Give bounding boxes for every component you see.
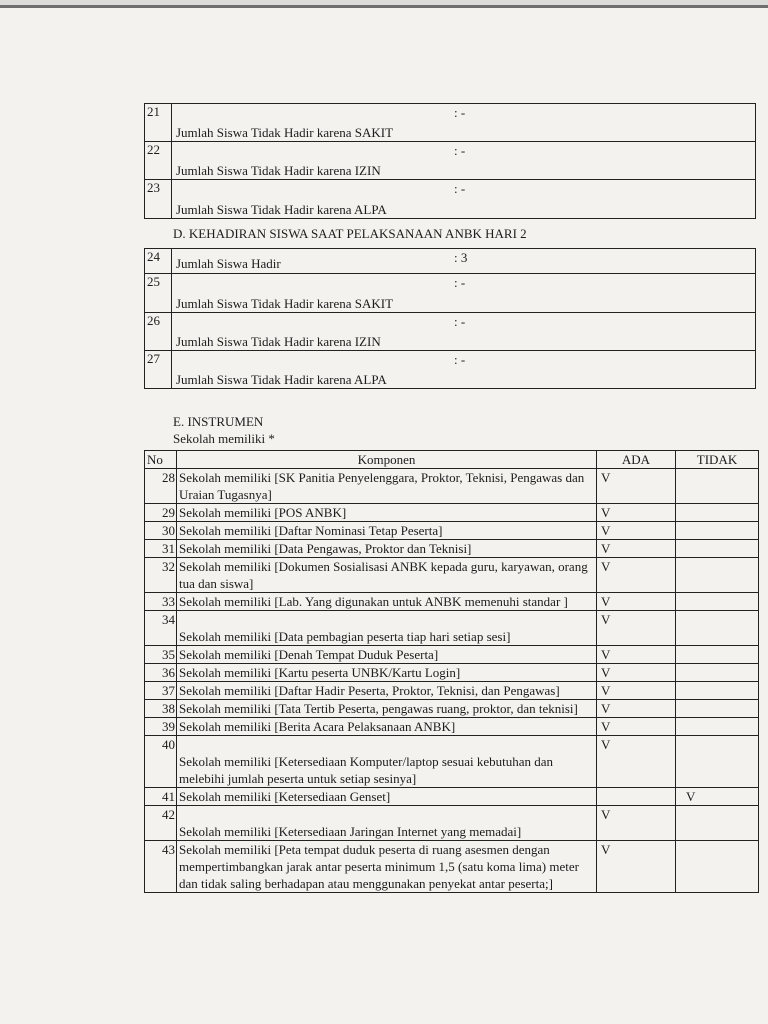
- check-ada: V: [597, 664, 676, 682]
- table-row: [145, 469, 759, 504]
- row-value: : -: [454, 181, 466, 196]
- row-label: Jumlah Siswa Tidak Hadir karena ALPA: [176, 372, 387, 387]
- check-ada: V: [597, 646, 676, 664]
- row-komponen: Sekolah memiliki [Dokumen Sosialisasi ANBK kepada guru, karyawan, orang tua dan siswa]: [177, 558, 597, 593]
- check-ada: [597, 788, 676, 806]
- row-komponen: Sekolah memiliki [Tata Tertib Peserta, pengawas ruang, proktor, dan teknisi]: [177, 700, 597, 718]
- row-value: : 3: [454, 250, 468, 265]
- table-row: [145, 788, 759, 806]
- row-komponen: Sekolah memiliki [Ketersediaan Jaringan Internet yang memadai]: [177, 806, 597, 841]
- row-value: : -: [454, 352, 466, 367]
- row-value: : -: [454, 314, 466, 329]
- check-ada: V: [597, 682, 676, 700]
- row-komponen: Sekolah memiliki [Ketersediaan Genset]: [177, 788, 597, 806]
- row-komponen: Sekolah memiliki [Peta tempat duduk peserta di ruang asesmen dengan mempertimbangkan jarak antar peserta minimum 1,5 (satu koma lima) meter dan tidak saling berhadapan atau menggunakan penyekat antar peserta;]: [177, 841, 597, 893]
- check-ada: V: [597, 718, 676, 736]
- check-tidak: [676, 841, 759, 893]
- check-ada: V: [597, 736, 676, 788]
- check-ada: V: [597, 504, 676, 522]
- attendance-row: [145, 249, 756, 274]
- row-komponen: Sekolah memiliki [Daftar Hadir Peserta, Proktor, Teknisi, dan Pengawas]: [177, 682, 597, 700]
- section-d-title: D. KEHADIRAN SISWA SAAT PELAKSANAAN ANBK HARI 2: [173, 226, 527, 241]
- row-number: 25: [145, 274, 172, 313]
- attendance-row: [145, 142, 756, 180]
- check-tidak: [676, 700, 759, 718]
- table-row: [145, 558, 759, 593]
- row-komponen: Sekolah memiliki [Data pembagian peserta tiap hari setiap sesi]: [177, 611, 597, 646]
- row-value: : -: [454, 143, 466, 158]
- check-tidak: [676, 736, 759, 788]
- check-ada: V: [597, 841, 676, 893]
- attendance-row: [145, 313, 756, 351]
- row-number: 21: [145, 104, 172, 142]
- table-row: [145, 593, 759, 611]
- row-number: 30: [145, 522, 177, 540]
- row-number: 38: [145, 700, 177, 718]
- table-row: [145, 806, 759, 841]
- section-e-title: E. INSTRUMEN: [173, 414, 264, 429]
- row-komponen: Sekolah memiliki [Data Pengawas, Proktor dan Teknisi]: [177, 540, 597, 558]
- attendance-row: [145, 180, 756, 219]
- check-ada: V: [597, 593, 676, 611]
- header-no: No: [145, 451, 177, 469]
- row-label: Jumlah Siswa Tidak Hadir karena IZIN: [176, 334, 381, 349]
- row-label: Jumlah Siswa Hadir: [176, 256, 281, 271]
- table-row: [145, 700, 759, 718]
- row-number: 36: [145, 664, 177, 682]
- check-tidak: [676, 558, 759, 593]
- check-tidak: [676, 522, 759, 540]
- row-number: 27: [145, 351, 172, 389]
- check-tidak: [676, 611, 759, 646]
- table-row: [145, 718, 759, 736]
- row-komponen: Sekolah memiliki [SK Panitia Penyelenggara, Proktor, Teknisi, Pengawas dan Uraian Tugasnya]: [177, 469, 597, 504]
- row-number: 26: [145, 313, 172, 351]
- check-tidak: [676, 540, 759, 558]
- attendance-row: [145, 104, 756, 142]
- row-komponen: Sekolah memiliki [Daftar Nominasi Tetap Peserta]: [177, 522, 597, 540]
- row-komponen: Sekolah memiliki [Berita Acara Pelaksanaan ANBK]: [177, 718, 597, 736]
- attendance-row: [145, 274, 756, 313]
- row-komponen: Sekolah memiliki [Kartu peserta UNBK/Kartu Login]: [177, 664, 597, 682]
- scan-top-edge: [0, 5, 768, 8]
- row-value: : -: [454, 105, 466, 120]
- row-label: Jumlah Siswa Tidak Hadir karena SAKIT: [176, 125, 394, 140]
- check-ada: V: [597, 558, 676, 593]
- table-row: [145, 682, 759, 700]
- row-number: 24: [145, 249, 172, 274]
- row-number: 31: [145, 540, 177, 558]
- row-number: 43: [145, 841, 177, 893]
- check-tidak: [676, 806, 759, 841]
- row-number: 34: [145, 611, 177, 646]
- attendance-row: [145, 351, 756, 389]
- header-tidak: TIDAK: [676, 451, 759, 469]
- row-number: 42: [145, 806, 177, 841]
- check-tidak: [676, 718, 759, 736]
- row-komponen: Sekolah memiliki [Ketersediaan Komputer/laptop sesuai kebutuhan dan melebihi jumlah peserta untuk setiap sesinya]: [177, 736, 597, 788]
- row-number: 37: [145, 682, 177, 700]
- check-ada: V: [597, 522, 676, 540]
- check-ada: V: [597, 611, 676, 646]
- check-ada: V: [597, 806, 676, 841]
- table-row: [145, 540, 759, 558]
- table-header-row: [145, 451, 759, 469]
- table-row: [145, 611, 759, 646]
- row-label: Jumlah Siswa Tidak Hadir karena SAKIT: [176, 296, 394, 311]
- row-number: 22: [145, 142, 172, 180]
- table-row: [145, 522, 759, 540]
- check-ada: V: [597, 469, 676, 504]
- row-number: 39: [145, 718, 177, 736]
- row-number: 29: [145, 504, 177, 522]
- section-e-subtitle: Sekolah memiliki *: [173, 431, 275, 446]
- check-tidak: [676, 593, 759, 611]
- check-tidak: [676, 504, 759, 522]
- check-tidak: [676, 664, 759, 682]
- table-row: [145, 736, 759, 788]
- row-label: Jumlah Siswa Tidak Hadir karena IZIN: [176, 163, 381, 178]
- row-komponen: Sekolah memiliki [Lab. Yang digunakan untuk ANBK memenuhi standar ]: [177, 593, 597, 611]
- table-row: [145, 664, 759, 682]
- check-tidak: [676, 682, 759, 700]
- check-tidak: [676, 469, 759, 504]
- table-row: [145, 504, 759, 522]
- header-ada: ADA: [597, 451, 676, 469]
- row-number: 35: [145, 646, 177, 664]
- instrument-table: [144, 450, 759, 893]
- table-row: [145, 646, 759, 664]
- table-row: [145, 841, 759, 893]
- row-number: 28: [145, 469, 177, 504]
- row-komponen: Sekolah memiliki [Denah Tempat Duduk Peserta]: [177, 646, 597, 664]
- row-number: 23: [145, 180, 172, 219]
- row-komponen: Sekolah memiliki [POS ANBK]: [177, 504, 597, 522]
- row-number: 33: [145, 593, 177, 611]
- row-label: Jumlah Siswa Tidak Hadir karena ALPA: [176, 202, 387, 217]
- check-ada: V: [597, 540, 676, 558]
- attendance-table-day1: [144, 103, 756, 219]
- row-number: 32: [145, 558, 177, 593]
- header-komponen: Komponen: [177, 451, 597, 469]
- row-number: 41: [145, 788, 177, 806]
- check-tidak: [676, 646, 759, 664]
- row-number: 40: [145, 736, 177, 788]
- check-tidak: V: [676, 788, 759, 806]
- row-value: : -: [454, 275, 466, 290]
- check-ada: V: [597, 700, 676, 718]
- attendance-table-day2: [144, 248, 756, 389]
